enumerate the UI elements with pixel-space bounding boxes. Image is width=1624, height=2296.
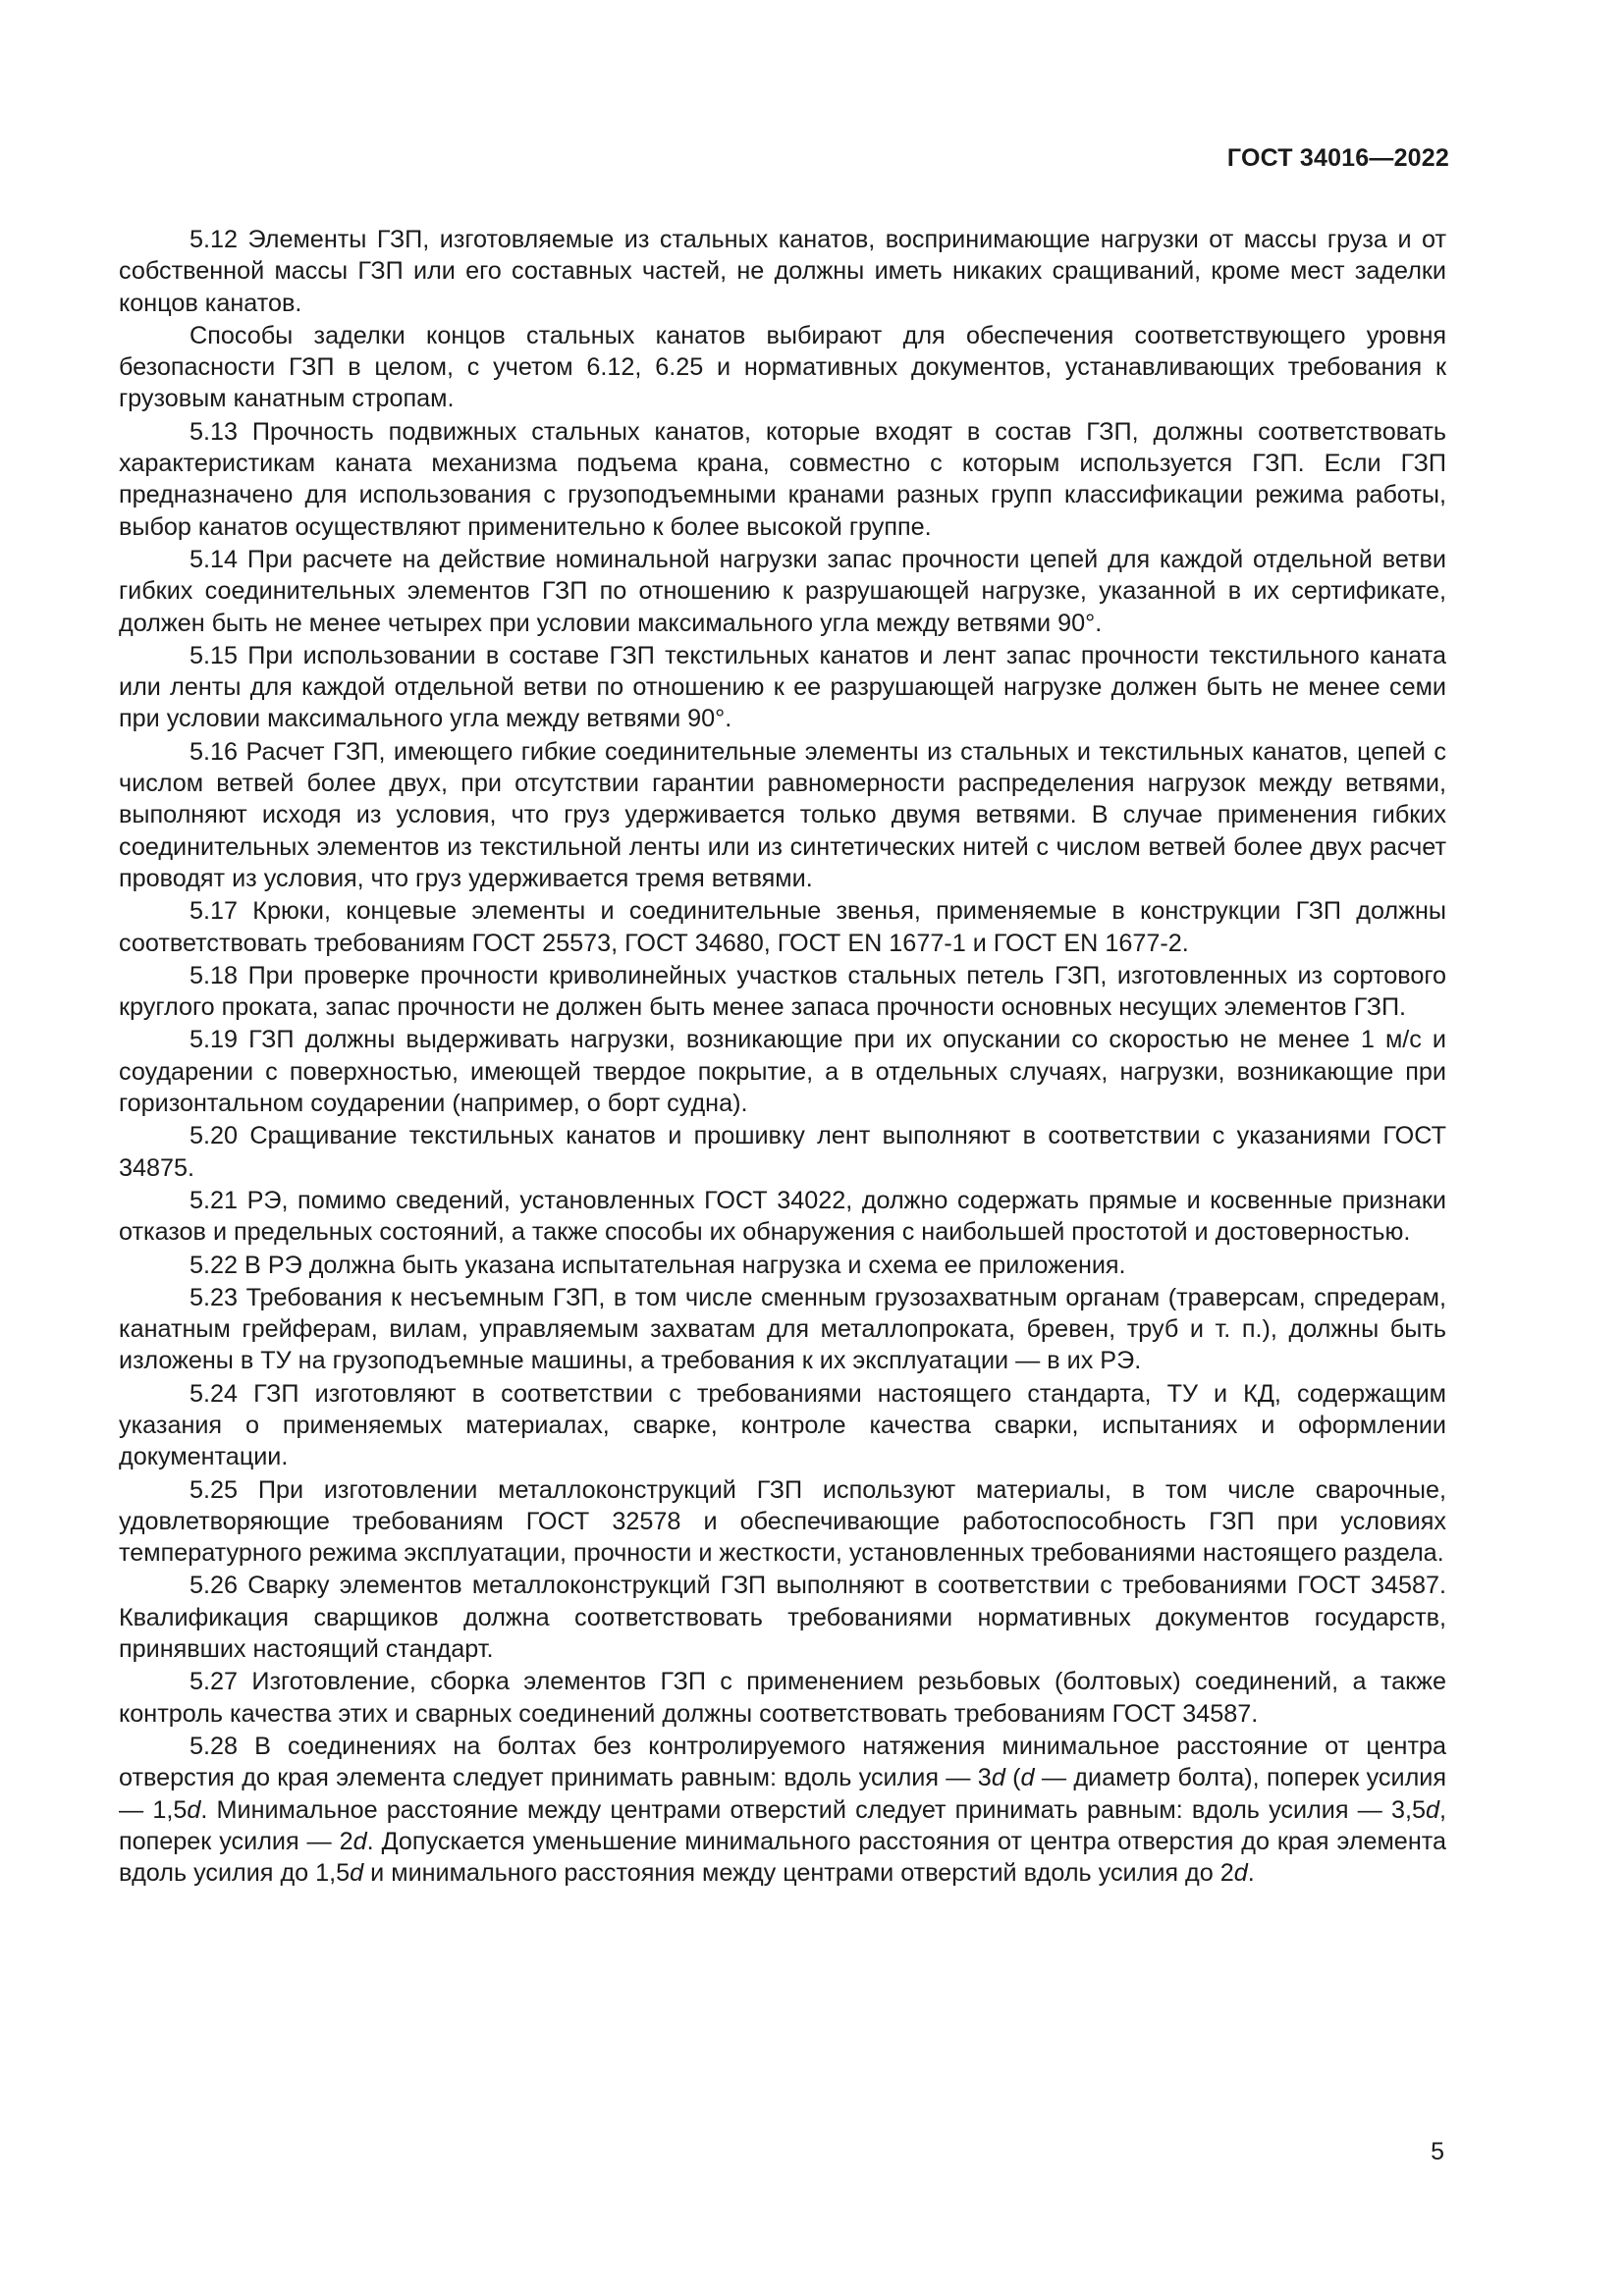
document-body [119, 224, 1446, 1890]
paragraph-5-21: 5.21 РЭ, помимо сведений, установленных ГОСТ 34022, должно содержать прямые и косвенные признаки отказов и предельных состояний, а также способы их обнаружения с наибольшей простотой и достоверностью. [119, 1186, 1446, 1247]
text-segment: , поперек усилия — 2 [119, 1795, 1446, 1855]
paragraph-5-27: 5.27 Изготовление, сборка элементов ГЗП с применением резьбовых (болтовых) соединений, а также контроль качества этих и сварных соединений должны соответствовать требованиям ГОСТ 34587. [119, 1668, 1446, 1728]
paragraph-5-23: 5.23 Требования к несъемным ГЗП, в том числе сменным грузозахватным органам (траверсам, спредерам, канатным грейферам, вилам, управляемым захватам для металлопроката, бревен, труб и т. п.), должны быть изложены в ТУ на грузоподъемные машины, а требования к их эксплуатации — в их РЭ. [119, 1283, 1446, 1375]
paragraph-5-15: 5.15 При использовании в составе ГЗП текстильных канатов и лент запас прочности текстильного каната или ленты для каждой отдельной ветви по отношению к ее разрушающей нагрузке должен быть не менее семи при условии максимального угла между ветвями 90°. [119, 641, 1446, 733]
paragraph-5-12: 5.12 Элементы ГЗП, изготовляемые из стальных канатов, воспринимающие нагрузки от массы груза и от собственной массы ГЗП или его составных частей, не должны иметь никаких сращиваний, кроме мест заделки концов канатов. [119, 226, 1446, 317]
page-number: 5 [1431, 2138, 1444, 2165]
variable-d: d [352, 1827, 367, 1855]
paragraph-5-20: 5.20 Сращивание текстильных канатов и прошивку лент выполняют в соответствии с указаниями ГОСТ 34875. [119, 1122, 1446, 1182]
variable-d: d [991, 1764, 1005, 1792]
paragraph-5-24: 5.24 ГЗП изготовляют в соответствии с требованиями настоящего стандарта, ТУ и КД, содержащим указания о применяемых материалах, сварке, контроле качества сварки, испытаниях и оформлении документации. [119, 1379, 1446, 1471]
text-segment: . Допускается уменьшение минимального расстояния от центра отверстия до края элемента вдоль усилия до 1,5 [119, 1827, 1446, 1888]
document-header: ГОСТ 34016—2022 [1226, 144, 1449, 172]
variable-d: d [1233, 1859, 1248, 1888]
paragraph-5-16: 5.16 Расчет ГЗП, имеющего гибкие соединительные элементы из стальных и текстильных канатов, цепей с числом ветвей более двух, при отсутствии гарантии равномерности распределения нагрузок между ветвями, выполняют исходя из условия, что груз удерживается только двумя ветвями. В случае применения гибких соединительных элементов из текстильной ленты или из синтетических нитей с числом ветвей более двух расчет проводят из условия, что груз удерживается тремя ветвями. [119, 737, 1446, 892]
paragraph-5-17: 5.17 Крюки, концевые элементы и соединительные звенья, применяемые в конструкции ГЗП должны соответствовать требованиям ГОСТ 25573, ГОСТ 34680, ГОСТ EN 1677-1 и ГОСТ EN 1677-2. [119, 897, 1446, 957]
paragraph-5-22: 5.22 В РЭ должна быть указана испытательная нагрузка и схема ее приложения. [189, 1251, 1126, 1279]
variable-d: d [1425, 1795, 1439, 1824]
text-segment: — диаметр болта), поперек усилия — 1,5 [119, 1764, 1446, 1824]
paragraph-5-14: 5.14 При расчете на действие номинальной нагрузки запас прочности цепей для каждой отдельной ветви гибких соединительных элементов ГЗП по отношению к разрушающей нагрузке, указанной в их сертификате, должен быть не менее четырех при условии максимального угла между ветвями 90°. [119, 545, 1446, 637]
paragraph-5-18: 5.18 При проверке прочности криволинейных участков стальных петель ГЗП, изготовленных из сортового круглого проката, запас прочности не должен быть менее запаса прочности основных несущих элементов ГЗП. [119, 961, 1446, 1022]
paragraph-5-28 [119, 1731, 1446, 1889]
text-segment: . Минимальное расстояние между центрами отверстий следует принимать равным: вдоль усилия — 3,5 [200, 1795, 1426, 1824]
paragraph-5-25: 5.25 При изготовлении металлоконструкций ГЗП используют материалы, в том числе сварочные, удовлетворяющие требованиям ГОСТ 32578 и обеспечивающие работоспособность ГЗП при условиях температурного режима эксплуатации, прочности и жесткости, установленных требованиями настоящего раздела. [119, 1475, 1446, 1568]
text-segment: ( [1004, 1764, 1021, 1792]
paragraph-5-26: 5.26 Сварку элементов металлоконструкций ГЗП выполняют в соответствии с требованиями ГОСТ 34587. Квалификация сварщиков должна соответствовать требованиями нормативных документов государств, принявших настоящий стандарт. [119, 1572, 1446, 1664]
text-segment: 5.28 В соединениях на болтах без контролируемого натяжения минимальное расстояние от центра отверстия до края элемента следует принимать равным: вдоль усилия — 3 [119, 1732, 1446, 1792]
paragraph-5-13: 5.13 Прочность подвижных стальных канатов, которые входят в состав ГЗП, должны соответствовать характеристикам каната механизма подъема крана, совместно с которым используется ГЗП. Если ГЗП предназначено для использования с грузоподъемными кранами разных групп классификации режима работы, выбор канатов осуществляют применительно к более высокой группе. [119, 417, 1446, 541]
variable-d: d [350, 1859, 364, 1888]
paragraph-5-19: 5.19 ГЗП должны выдерживать нагрузки, возникающие при их опускании со скоростью не менее 1 м/с и соударении с поверхностью, имеющей твердое покрытие, а в отдельных случаях, нагрузки, возникающие при горизонтальном соударении (например, о борт судна). [119, 1026, 1446, 1118]
paragraph-5-12-cont: Способы заделки концов стальных канатов выбирают для обеспечения соответствующего уровня безопасности ГЗП в целом, с учетом 6.12, 6.25 и нормативных документов, устанавливающих требования к грузовым канатным стропам. [119, 321, 1446, 413]
text-segment: и минимального расстояния между центрами отверстий вдоль усилия до 2 [363, 1859, 1234, 1888]
text-segment: . [1247, 1859, 1255, 1888]
variable-d: d [187, 1795, 201, 1824]
variable-d: d [1020, 1764, 1035, 1792]
